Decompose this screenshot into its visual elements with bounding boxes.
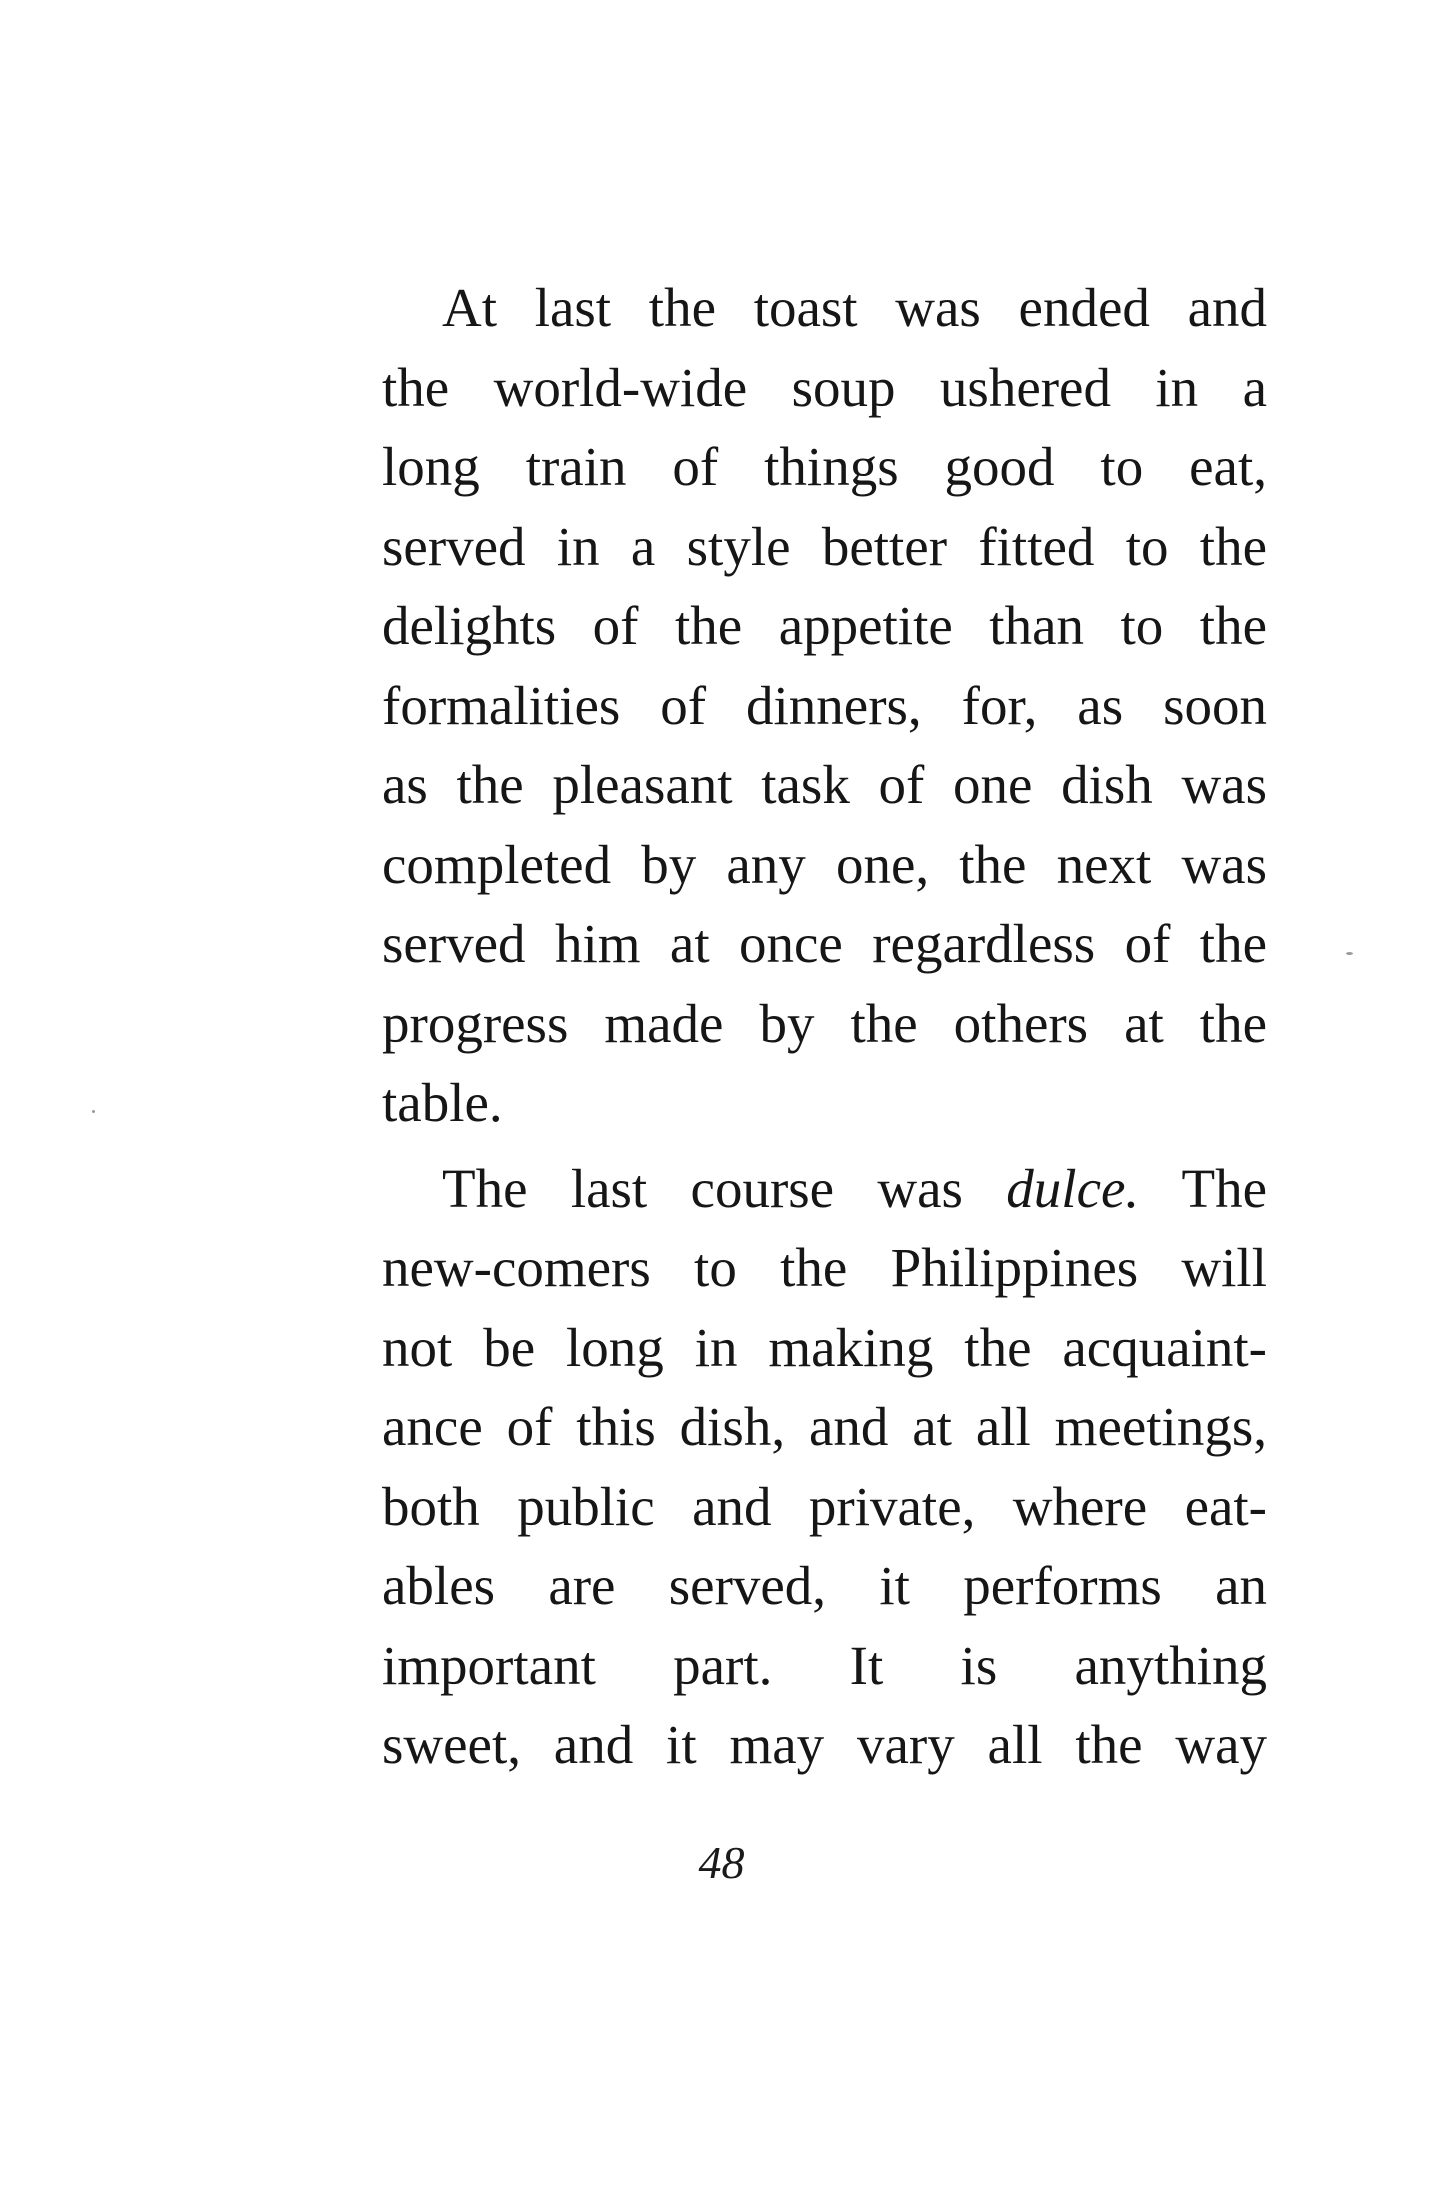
page-number: 48 bbox=[698, 1837, 745, 1888]
body-text bbox=[382, 268, 1267, 1785]
text-line: served him at once regardless of the bbox=[382, 913, 1267, 974]
text-segment: The bbox=[1139, 1157, 1268, 1219]
text-line: ables are served, it performs an bbox=[382, 1555, 1267, 1616]
text-line: progress made by the others at the bbox=[382, 992, 1267, 1054]
text-line: both public and private, where eat- bbox=[382, 1475, 1267, 1537]
text-line: the world-wide soup ushered in a bbox=[382, 356, 1267, 418]
paragraph-2 bbox=[382, 1149, 1267, 1785]
text-line: delights of the appetite than to the bbox=[382, 595, 1267, 656]
text-line: long train of things good to eat, bbox=[382, 436, 1267, 497]
text-line: ance of this dish, and at all meetings, bbox=[382, 1396, 1267, 1457]
text-line: not be long in making the acquaint- bbox=[382, 1316, 1267, 1378]
text-line: as the pleasant task of one dish was bbox=[382, 754, 1267, 815]
scan-speck bbox=[92, 1110, 95, 1113]
text-line: completed by any one, the next was bbox=[382, 833, 1267, 895]
text-line: formalities of dinners, for, as soon bbox=[382, 674, 1267, 736]
text-line bbox=[382, 1149, 1267, 1229]
text-line: sweet, and it may vary all the way bbox=[382, 1714, 1267, 1775]
text-line: important part. It is anything bbox=[382, 1634, 1267, 1696]
text-line: At last the toast was ended and bbox=[442, 277, 1267, 338]
text-line: new-comers to the Philippines will bbox=[382, 1237, 1267, 1298]
text-segment: The last course was bbox=[442, 1157, 1007, 1219]
scan-speck bbox=[1346, 952, 1353, 955]
italic-word: dulce. bbox=[1006, 1157, 1140, 1219]
text-line: served in a style better fitted to the bbox=[382, 515, 1267, 577]
text-line: table. bbox=[382, 1072, 503, 1133]
paragraph-1 bbox=[382, 268, 1267, 1143]
